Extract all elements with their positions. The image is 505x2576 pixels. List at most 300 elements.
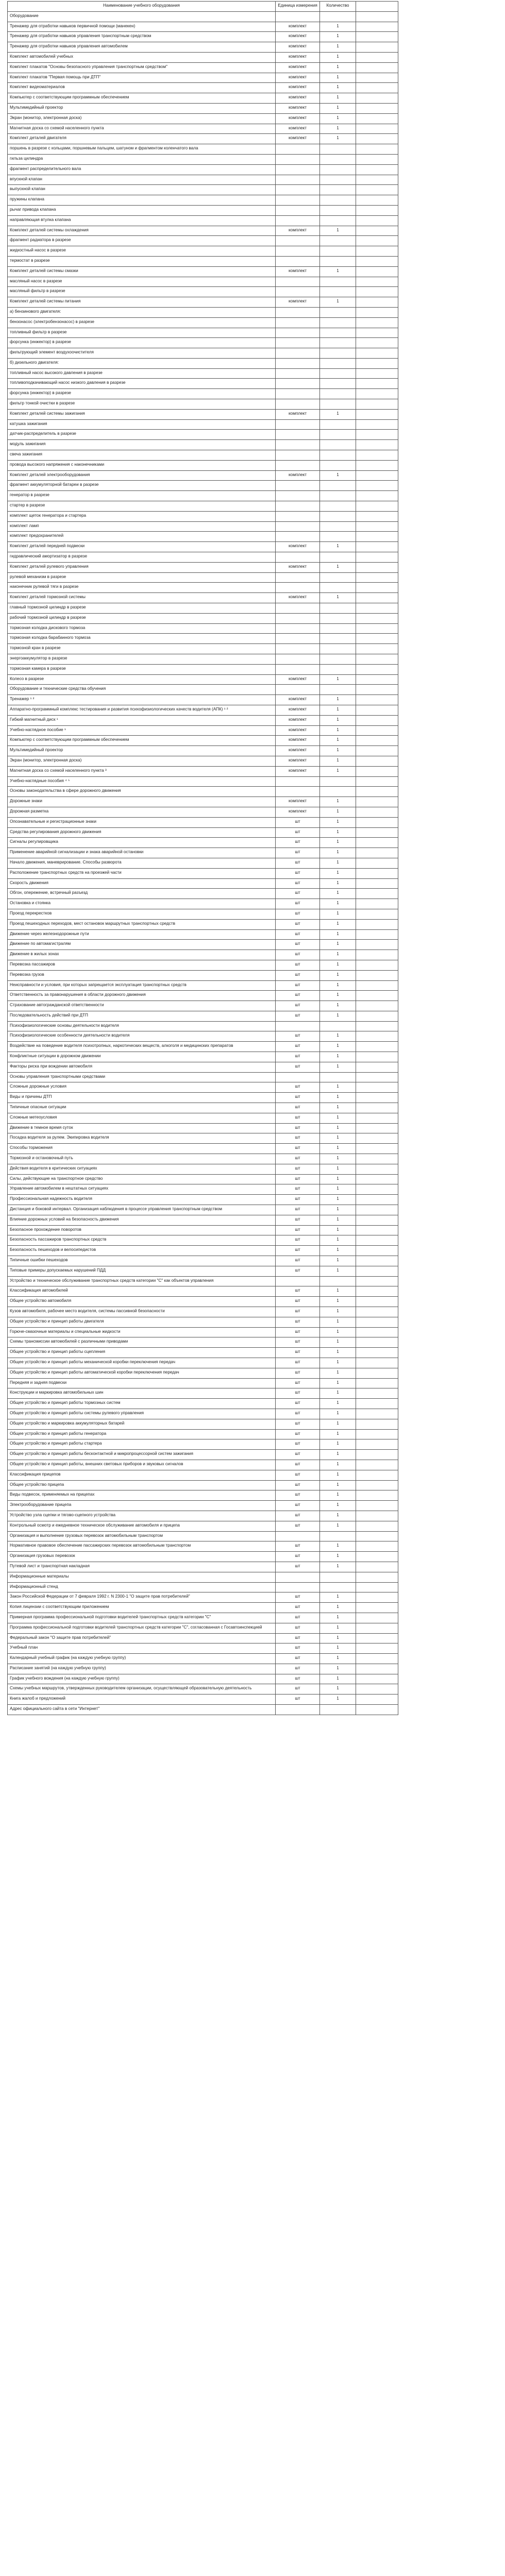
table-row — [8, 328, 398, 338]
item-name-cell: Информационный стенд — [8, 1582, 276, 1592]
item-name-cell: Классификация автомобилей — [8, 1286, 276, 1297]
quantity-cell: 1 — [320, 1470, 356, 1480]
quantity-cell — [320, 338, 356, 348]
empty-cell — [356, 1592, 398, 1603]
table-row — [8, 1297, 398, 1307]
item-name-cell: Комплект деталей двигателя — [8, 134, 276, 144]
quantity-cell: 1 — [320, 470, 356, 481]
unit-cell: шт — [276, 950, 320, 960]
unit-cell: комплект — [276, 103, 320, 113]
table-row — [8, 572, 398, 583]
table-row — [8, 970, 398, 980]
item-name-cell: Движение через железнодорожные пути — [8, 929, 276, 940]
quantity-cell: 1 — [320, 1154, 356, 1164]
table-row — [8, 542, 398, 552]
table-row — [8, 399, 398, 410]
quantity-cell: 1 — [320, 124, 356, 134]
empty-cell — [356, 154, 398, 164]
quantity-cell — [320, 644, 356, 654]
quantity-cell — [320, 287, 356, 297]
empty-cell — [356, 644, 398, 654]
table-row — [8, 756, 398, 766]
item-name-cell: фрагмент аккумуляторной батареи в разрезе — [8, 481, 276, 491]
table-row — [8, 1011, 398, 1021]
table-row — [8, 358, 398, 368]
unit-cell — [276, 277, 320, 287]
empty-cell — [356, 1235, 398, 1246]
table-row — [8, 1654, 398, 1664]
unit-cell: комплект — [276, 62, 320, 73]
unit-cell: шт — [276, 1256, 320, 1266]
table-row — [8, 154, 398, 164]
table-row — [8, 460, 398, 470]
quantity-cell — [320, 430, 356, 440]
quantity-cell: 1 — [320, 1093, 356, 1103]
unit-cell — [276, 195, 320, 206]
item-name-cell: Комплект деталей системы охлаждения — [8, 226, 276, 236]
empty-cell — [356, 460, 398, 470]
item-name-cell: Тренажер для отработки навыков управления автомобилем — [8, 42, 276, 53]
unit-cell — [276, 1276, 320, 1286]
empty-cell — [356, 1103, 398, 1113]
unit-cell — [276, 450, 320, 461]
item-name-cell: Скорость движения — [8, 878, 276, 889]
empty-cell — [356, 1062, 398, 1072]
quantity-cell: 1 — [320, 1123, 356, 1133]
table-row — [8, 52, 398, 62]
quantity-cell: 1 — [320, 1246, 356, 1256]
table-row — [8, 1123, 398, 1133]
unit-cell: шт — [276, 1388, 320, 1399]
unit-cell: шт — [276, 1592, 320, 1603]
table-row — [8, 583, 398, 593]
empty-cell — [356, 113, 398, 124]
table-row — [8, 1174, 398, 1184]
table-row — [8, 1552, 398, 1562]
item-name-cell: Управление автомобилем в нештатных ситуациях — [8, 1184, 276, 1195]
unit-cell — [276, 552, 320, 563]
item-name-cell: Горюче-смазочные материалы и специальные жидкости — [8, 1327, 276, 1337]
quantity-cell: 1 — [320, 868, 356, 878]
empty-cell — [356, 1531, 398, 1541]
item-name-cell: Схемы трансмиссии автомобилей с различными приводами — [8, 1337, 276, 1348]
quantity-cell: 1 — [320, 940, 356, 950]
empty-cell — [356, 1460, 398, 1470]
unit-cell: шт — [276, 1633, 320, 1643]
quantity-cell — [320, 501, 356, 512]
quantity-cell — [320, 481, 356, 491]
quantity-cell — [320, 623, 356, 634]
empty-cell — [356, 419, 398, 430]
item-name-cell: Календарный учебный график (на каждую учебную группу) — [8, 1654, 276, 1664]
item-name-cell: Общее устройство и принцип работы генератора — [8, 1429, 276, 1439]
table-row — [8, 1042, 398, 1052]
unit-cell — [276, 11, 320, 22]
quantity-cell: 1 — [320, 807, 356, 817]
empty-cell — [356, 940, 398, 950]
quantity-cell: 1 — [320, 980, 356, 991]
table-row — [8, 1399, 398, 1409]
item-name-cell: тормозная камера в разрезе — [8, 664, 276, 674]
unit-cell — [276, 358, 320, 368]
item-name-cell: Общее устройство и принцип работы автоматической коробки переключения передач — [8, 1368, 276, 1378]
quantity-cell: 1 — [320, 1164, 356, 1174]
unit-cell — [276, 164, 320, 175]
unit-cell — [276, 307, 320, 317]
item-name-cell: Организация грузовых перевозок — [8, 1552, 276, 1562]
table-row — [8, 1664, 398, 1674]
quantity-cell: 1 — [320, 1225, 356, 1235]
unit-cell: шт — [276, 1623, 320, 1633]
quantity-cell: 1 — [320, 593, 356, 603]
item-name-cell: Общее устройство и маркировка аккумуляторных батарей — [8, 1419, 276, 1429]
quantity-cell — [320, 246, 356, 257]
quantity-cell — [320, 11, 356, 22]
item-name-cell: Проезд пешеходных переходов, мест остановок маршрутных транспортных средств — [8, 919, 276, 929]
table-row — [8, 787, 398, 797]
empty-cell — [356, 124, 398, 134]
quantity-cell — [320, 215, 356, 226]
empty-cell — [356, 1633, 398, 1643]
item-name-cell: рулевой механизм в разрезе — [8, 572, 276, 583]
table-row — [8, 1450, 398, 1460]
quantity-cell — [320, 572, 356, 583]
item-name-cell: фрагмент радиатора в разрезе — [8, 236, 276, 246]
item-name-cell: жидкостный насос в разрезе — [8, 246, 276, 257]
empty-cell — [356, 715, 398, 725]
empty-cell — [356, 1276, 398, 1286]
unit-cell — [276, 389, 320, 399]
table-row — [8, 246, 398, 257]
table-row — [8, 215, 398, 226]
quantity-cell: 1 — [320, 1684, 356, 1694]
item-name-cell: Расписание занятий (на каждую учебную группу) — [8, 1664, 276, 1674]
table-row — [8, 134, 398, 144]
empty-cell — [356, 613, 398, 623]
quantity-cell — [320, 603, 356, 614]
table-row — [8, 175, 398, 185]
table-row — [8, 634, 398, 644]
item-name-cell: Мультимедийный проектор — [8, 746, 276, 756]
table-row — [8, 1337, 398, 1348]
quantity-cell: 1 — [320, 797, 356, 807]
quantity-cell: 1 — [320, 1205, 356, 1215]
empty-cell — [356, 817, 398, 827]
item-name-cell: гидравлический амортизатор в разрезе — [8, 552, 276, 563]
item-name-cell: Опознавательные и регистрационные знаки — [8, 817, 276, 827]
empty-cell — [356, 1368, 398, 1378]
unit-cell: комплект — [276, 562, 320, 572]
item-name-cell: Книга жалоб и предложений — [8, 1694, 276, 1705]
quantity-cell: 1 — [320, 1031, 356, 1042]
item-name-cell: Схемы учебных маршрутов, утвержденных руководителем организации, осуществляющей образовательную деятельность — [8, 1684, 276, 1694]
table-row — [8, 307, 398, 317]
quantity-cell: 1 — [320, 1501, 356, 1511]
empty-cell — [356, 766, 398, 776]
item-name-cell: рабочий тормозной цилиндр в разрезе — [8, 613, 276, 623]
quantity-cell: 1 — [320, 756, 356, 766]
table-row — [8, 1021, 398, 1031]
item-name-cell: Комплект деталей системы питания — [8, 297, 276, 308]
unit-cell — [276, 328, 320, 338]
unit-cell: шт — [276, 1154, 320, 1164]
item-name-cell: Общее устройство и принцип работы механической коробки переключения передач — [8, 1358, 276, 1368]
empty-cell — [356, 236, 398, 246]
item-name-cell: Перевозка грузов — [8, 970, 276, 980]
item-name-cell: Конфликтные ситуации в дорожном движении — [8, 1052, 276, 1062]
table-row — [8, 481, 398, 491]
table-row — [8, 1317, 398, 1327]
table-row — [8, 695, 398, 705]
quantity-cell: 1 — [320, 1419, 356, 1429]
empty-cell — [356, 1511, 398, 1521]
item-name-cell: Общее устройство и принцип работы бесконтактной и микропроцессорной систем зажигания — [8, 1450, 276, 1460]
item-name-cell: Дорожная разметка — [8, 807, 276, 817]
unit-cell: шт — [276, 1348, 320, 1358]
item-name-cell: Комплект деталей электрооборудования — [8, 470, 276, 481]
item-name-cell: Программа профессиональной подготовки водителей транспортных средств категории "С", согласованная с Госавтоинспекцией — [8, 1623, 276, 1633]
table-row — [8, 1429, 398, 1439]
unit-cell: шт — [276, 1205, 320, 1215]
table-row — [8, 1368, 398, 1378]
empty-cell — [356, 1327, 398, 1337]
unit-cell — [276, 1531, 320, 1541]
quantity-cell: 1 — [320, 1348, 356, 1358]
table-row — [8, 1052, 398, 1062]
table-row — [8, 501, 398, 512]
quantity-cell: 1 — [320, 1633, 356, 1643]
unit-cell — [276, 236, 320, 246]
unit-cell: шт — [276, 1133, 320, 1144]
quantity-cell — [320, 368, 356, 379]
empty-cell — [356, 542, 398, 552]
unit-cell: шт — [276, 1603, 320, 1613]
item-name-cell: Профессиональная надежность водителя — [8, 1195, 276, 1205]
empty-cell — [356, 287, 398, 297]
quantity-cell: 1 — [320, 817, 356, 827]
quantity-cell: 1 — [320, 1674, 356, 1684]
quantity-cell: 1 — [320, 827, 356, 838]
empty-cell — [356, 430, 398, 440]
unit-cell: шт — [276, 889, 320, 899]
empty-cell — [356, 1205, 398, 1215]
unit-cell: шт — [276, 838, 320, 848]
empty-cell — [356, 1133, 398, 1144]
empty-cell — [356, 1450, 398, 1460]
table-row — [8, 1072, 398, 1082]
empty-cell — [356, 1470, 398, 1480]
item-name-cell: Сложные дорожные условия — [8, 1082, 276, 1093]
item-name-cell: Конструкции и маркировка автомобильных шин — [8, 1388, 276, 1399]
quantity-cell: 1 — [320, 1562, 356, 1572]
empty-cell — [356, 776, 398, 787]
quantity-cell — [320, 450, 356, 461]
unit-cell: шт — [276, 1480, 320, 1490]
item-name-cell: пружины клапана — [8, 195, 276, 206]
unit-cell: шт — [276, 1297, 320, 1307]
item-name-cell: стартер в разрезе — [8, 501, 276, 512]
item-name-cell: Экран (монитор, электронная доска) — [8, 756, 276, 766]
quantity-cell — [320, 491, 356, 501]
unit-cell — [276, 368, 320, 379]
quantity-cell: 1 — [320, 1552, 356, 1562]
unit-cell — [276, 440, 320, 450]
quantity-cell: 1 — [320, 1643, 356, 1654]
table-row — [8, 705, 398, 715]
item-name-cell: тормозная колодка дискового тормоза — [8, 623, 276, 634]
unit-cell: шт — [276, 1123, 320, 1133]
quantity-cell: 1 — [320, 1307, 356, 1317]
quantity-cell — [320, 1021, 356, 1031]
item-name-cell: Общее устройство прицепа — [8, 1480, 276, 1490]
table-row — [8, 11, 398, 22]
table-row — [8, 1439, 398, 1450]
item-name-cell: Общее устройство и принцип работы, внешних световых приборов и звуковых сигналов — [8, 1460, 276, 1470]
item-name-cell: Способы торможения — [8, 1144, 276, 1154]
quantity-cell: 1 — [320, 1337, 356, 1348]
empty-cell — [356, 797, 398, 807]
table-row — [8, 838, 398, 848]
quantity-cell: 1 — [320, 1623, 356, 1633]
unit-cell: шт — [276, 1001, 320, 1011]
quantity-cell — [320, 175, 356, 185]
quantity-cell — [320, 379, 356, 389]
item-name-cell: форсунка (инжектор) в разрезе — [8, 338, 276, 348]
quantity-cell: 1 — [320, 52, 356, 62]
empty-cell — [356, 746, 398, 756]
item-name-cell: Мультимедийный проектор — [8, 103, 276, 113]
empty-cell — [356, 1572, 398, 1582]
empty-cell — [356, 1439, 398, 1450]
quantity-cell: 1 — [320, 838, 356, 848]
item-name-cell: Факторы риска при вождении автомобиля — [8, 1062, 276, 1072]
item-name-cell: Виды подвесок, применяемых на прицепах — [8, 1490, 276, 1501]
unit-cell: шт — [276, 1052, 320, 1062]
quantity-cell: 1 — [320, 1378, 356, 1388]
item-name-cell: Комплект деталей системы зажигания — [8, 409, 276, 419]
unit-cell: шт — [276, 1562, 320, 1572]
unit-cell: шт — [276, 1409, 320, 1419]
unit-cell: шт — [276, 1195, 320, 1205]
empty-cell — [356, 1082, 398, 1093]
table-header-row — [8, 2, 398, 12]
unit-cell: комплект — [276, 73, 320, 83]
unit-cell: шт — [276, 1419, 320, 1429]
table-row — [8, 440, 398, 450]
item-name-cell: Магнитная доска со схемой населенного пункта ³ — [8, 766, 276, 776]
item-name-cell: Основы законодательства в сфере дорожного движения — [8, 787, 276, 797]
empty-cell — [356, 1603, 398, 1613]
quantity-cell: 1 — [320, 929, 356, 940]
empty-cell — [356, 348, 398, 359]
empty-cell — [356, 52, 398, 62]
table-row — [8, 776, 398, 787]
item-name-cell: фильтрующий элемент воздухоочистителя — [8, 348, 276, 359]
empty-cell — [356, 399, 398, 410]
empty-cell — [356, 1399, 398, 1409]
quantity-cell: 1 — [320, 715, 356, 725]
unit-cell: шт — [276, 1654, 320, 1664]
empty-cell — [356, 1042, 398, 1052]
unit-cell — [276, 185, 320, 195]
unit-cell: комплект — [276, 22, 320, 32]
empty-cell — [356, 1348, 398, 1358]
empty-cell — [356, 317, 398, 328]
table-row — [8, 450, 398, 461]
item-name-cell: Ответственность за правонарушения в области дорожного движения — [8, 991, 276, 1001]
empty-cell — [356, 623, 398, 634]
item-name-cell: Тренажер для отработки навыков первичной помощи (манекен) — [8, 22, 276, 32]
item-name-cell: Начало движения, маневрирование. Способы разворота — [8, 858, 276, 868]
table-row — [8, 1246, 398, 1256]
empty-cell — [356, 1694, 398, 1705]
table-row — [8, 1582, 398, 1592]
unit-cell: комплект — [276, 409, 320, 419]
empty-cell — [356, 1317, 398, 1327]
empty-cell — [356, 164, 398, 175]
empty-cell — [356, 868, 398, 878]
unit-cell: шт — [276, 848, 320, 858]
quantity-cell: 1 — [320, 1358, 356, 1368]
empty-cell — [356, 175, 398, 185]
unit-cell: шт — [276, 1694, 320, 1705]
item-name-cell: Аппаратно-программный комплекс тестирования и развития психофизиологических качеств водителя (АПК) ¹ ² — [8, 705, 276, 715]
table-row — [8, 1531, 398, 1541]
table-row — [8, 1623, 398, 1633]
empty-cell — [356, 1256, 398, 1266]
table-row — [8, 236, 398, 246]
table-row — [8, 1705, 398, 1715]
empty-cell — [356, 889, 398, 899]
empty-cell — [356, 827, 398, 838]
table-row — [8, 338, 398, 348]
unit-cell: шт — [276, 1011, 320, 1021]
empty-cell — [356, 1429, 398, 1439]
unit-cell — [276, 583, 320, 593]
item-name-cell: Безопасное прохождение поворотов — [8, 1225, 276, 1235]
unit-cell: шт — [276, 899, 320, 909]
quantity-cell: 1 — [320, 858, 356, 868]
quantity-cell: 1 — [320, 1694, 356, 1705]
table-row — [8, 287, 398, 297]
empty-cell — [356, 1562, 398, 1572]
unit-cell — [276, 399, 320, 410]
empty-cell — [356, 93, 398, 104]
table-row — [8, 317, 398, 328]
unit-cell: шт — [276, 1378, 320, 1388]
item-name-cell: Комплект деталей тормозной системы — [8, 593, 276, 603]
item-name-cell: Комплект видеоматериалов — [8, 83, 276, 93]
table-row — [8, 1184, 398, 1195]
table-row — [8, 430, 398, 440]
table-row — [8, 1480, 398, 1490]
table-row — [8, 266, 398, 277]
table-row — [8, 103, 398, 113]
empty-cell — [356, 470, 398, 481]
table-row — [8, 674, 398, 685]
item-name-cell: Перевозка пассажиров — [8, 960, 276, 970]
unit-cell — [276, 787, 320, 797]
empty-cell — [356, 1521, 398, 1531]
unit-cell: шт — [276, 1042, 320, 1052]
unit-cell — [276, 532, 320, 542]
table-row — [8, 685, 398, 695]
empty-cell — [356, 1195, 398, 1205]
unit-cell: шт — [276, 1225, 320, 1235]
quantity-cell: 1 — [320, 83, 356, 93]
table-row — [8, 42, 398, 53]
item-name-cell: Комплект деталей рулевого управления — [8, 562, 276, 572]
